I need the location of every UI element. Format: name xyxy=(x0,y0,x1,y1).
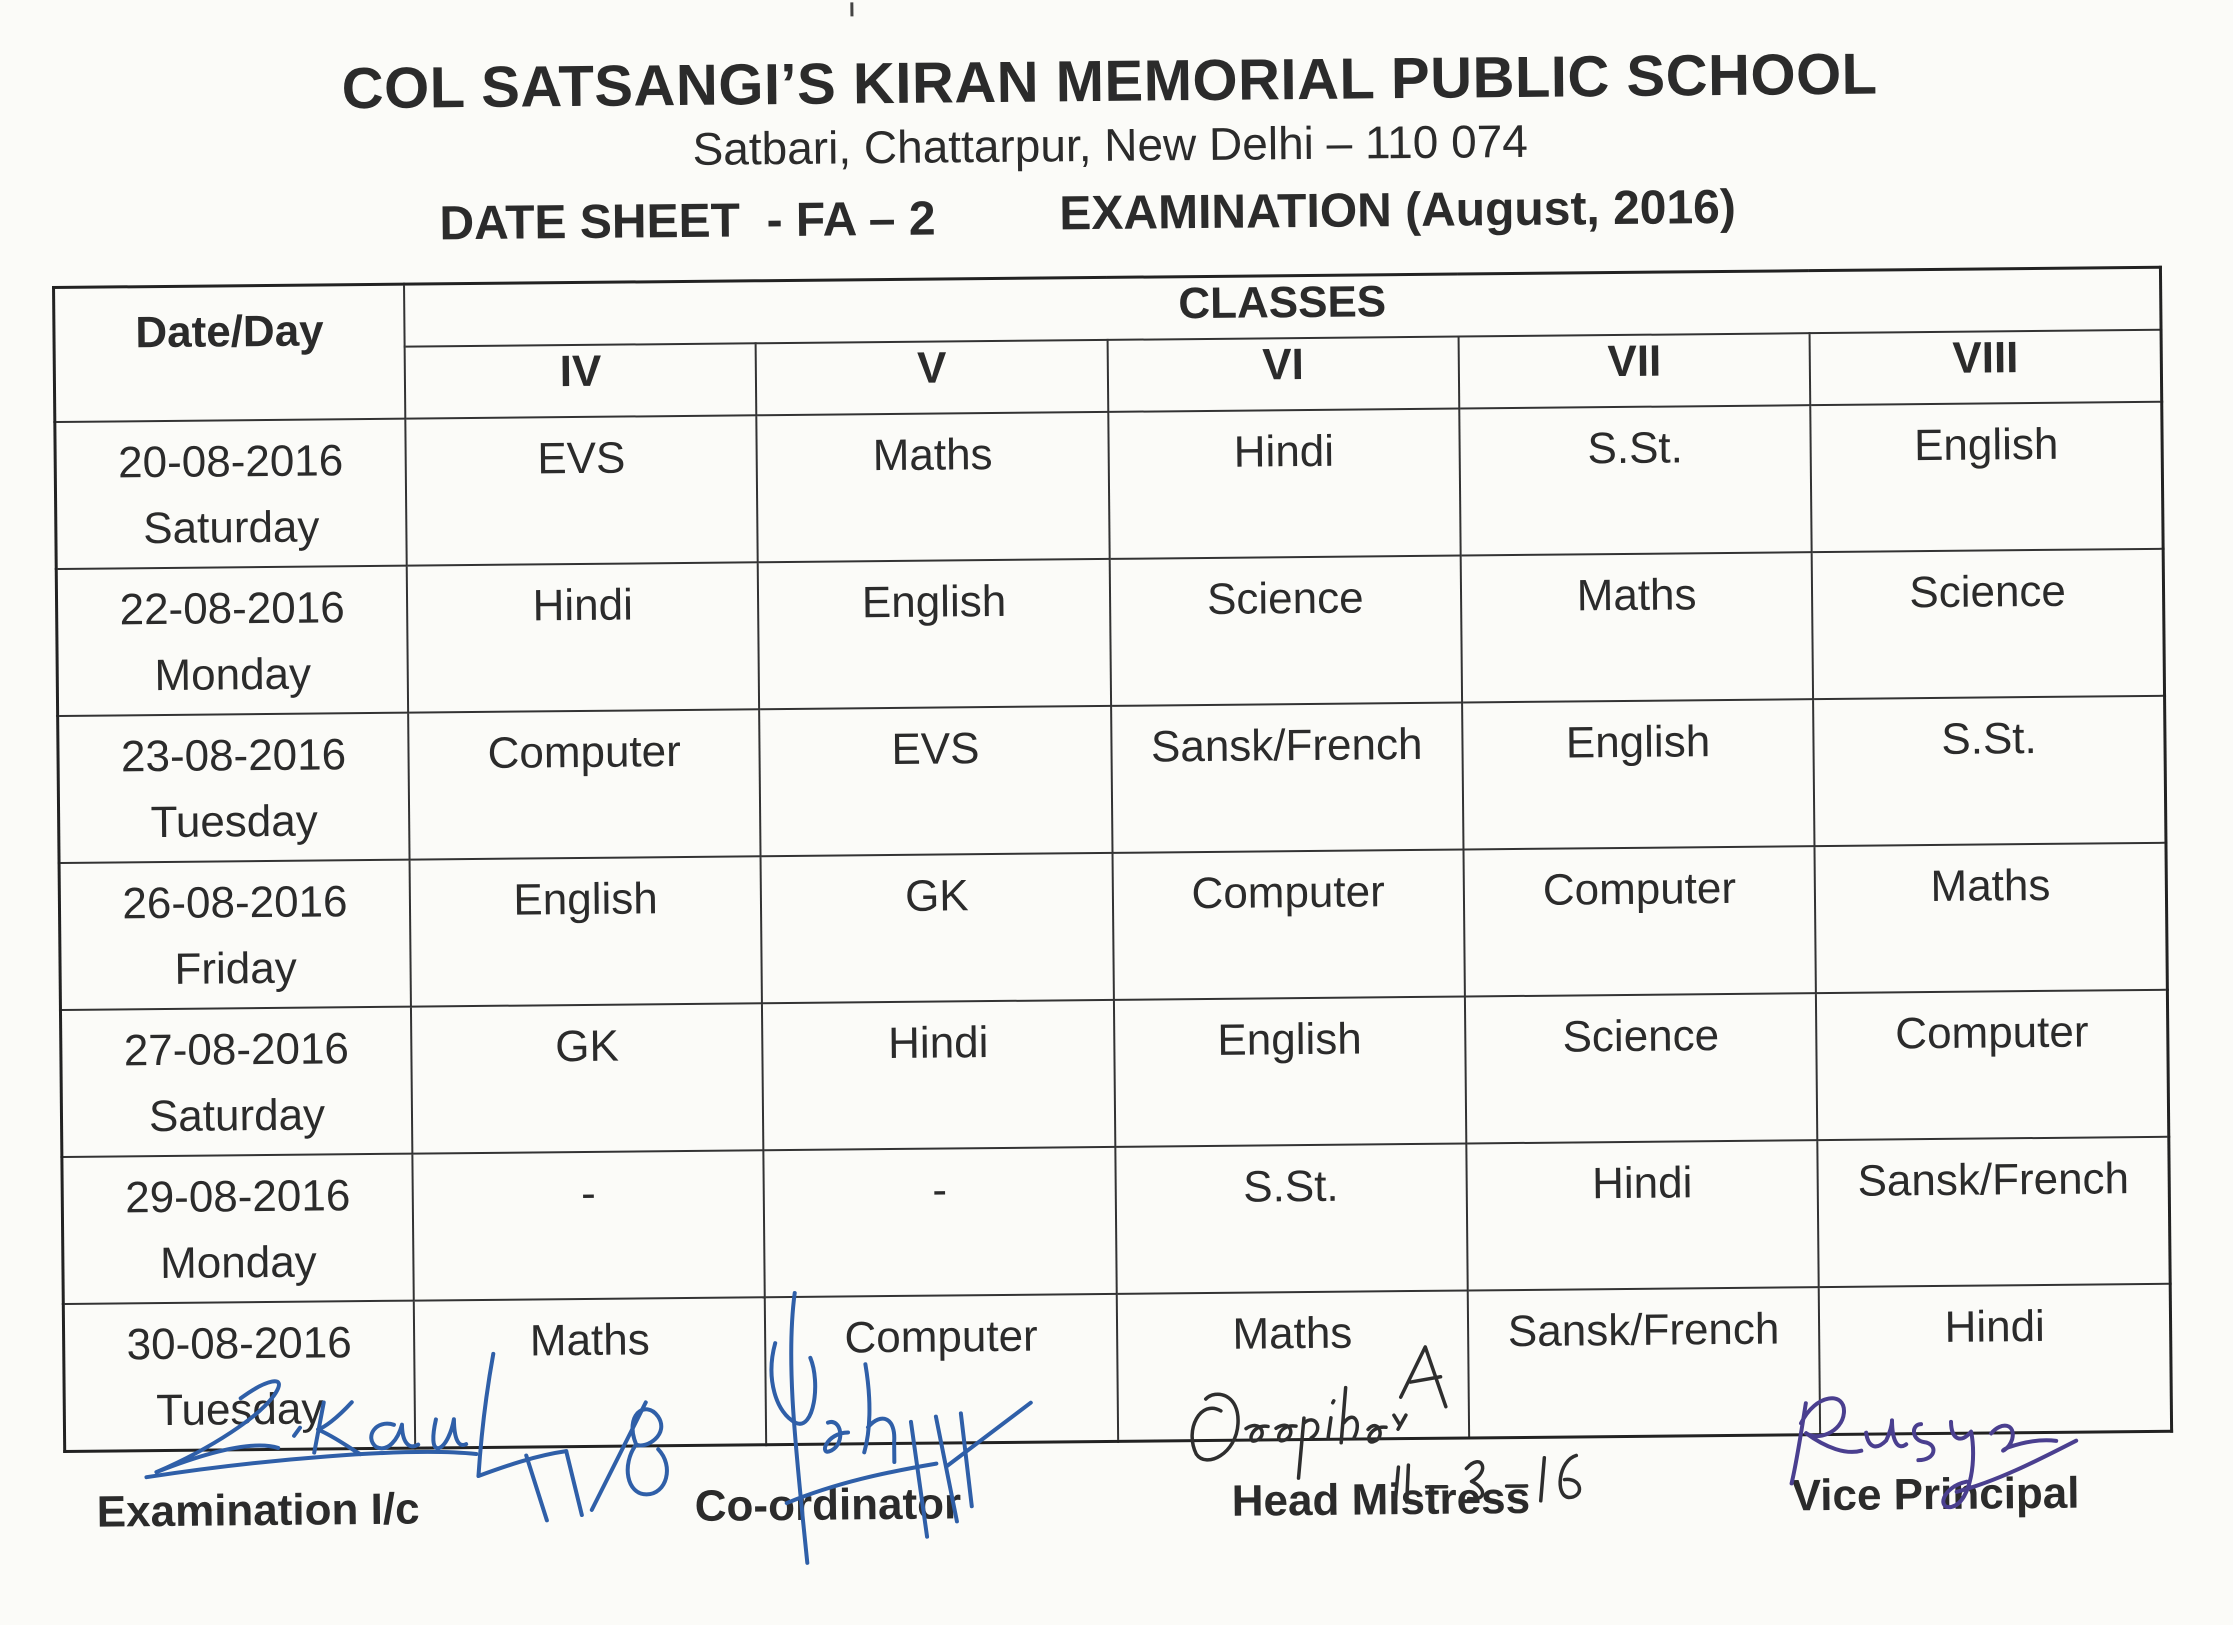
exam-day: Tuesday xyxy=(150,796,318,848)
subject-cell: S.St. xyxy=(1813,696,2166,846)
subject-cell: Science xyxy=(1812,549,2165,699)
exam-day: Monday xyxy=(154,649,312,701)
exam-day: Tuesday xyxy=(156,1384,324,1436)
subject-cell: Hindi xyxy=(1108,409,1461,559)
exam-date: 22-08-2016 xyxy=(119,583,345,635)
examination-ic-signature xyxy=(145,1352,667,1524)
subject-cell: GK xyxy=(411,1003,764,1153)
subject-cell: Hindi xyxy=(407,562,760,712)
subject-cell: GK xyxy=(761,853,1114,1003)
exam-date: 29-08-2016 xyxy=(124,1171,351,1223)
vice-principal-label: Vice Principal xyxy=(1791,1468,2080,1521)
subject-cell: Computer xyxy=(1816,990,2169,1140)
subject-cell: English xyxy=(1810,402,2163,552)
head-mistress-signature xyxy=(1191,1345,1579,1509)
subject-cell: Computer xyxy=(408,709,761,859)
subject-cell: Hindi xyxy=(762,1000,1115,1150)
exam-date: 20-08-2016 xyxy=(117,436,344,488)
exam-date: 26-08-2016 xyxy=(122,877,348,929)
exam-day: Saturday xyxy=(143,502,320,554)
classes-header: CLASSES xyxy=(404,267,2161,346)
examination-ic-label: Examination I/c xyxy=(96,1484,420,1537)
subject-cell: Sansk/French xyxy=(1817,1137,2170,1287)
class-header-viii: VIII xyxy=(1810,330,2162,405)
subject-cell: English xyxy=(758,559,1111,709)
subject-cell: Maths xyxy=(1116,1290,1469,1441)
coordinator-signature xyxy=(771,1291,1033,1563)
exam-day: Friday xyxy=(174,943,297,994)
exam-day: Saturday xyxy=(148,1090,326,1142)
coordinator-label: Co-ordinator xyxy=(694,1479,962,1531)
subject-cell: - xyxy=(764,1147,1117,1297)
subject-cell: Maths xyxy=(414,1297,767,1448)
school-name: COL SATSANGI’S KIRAN MEMORIAL PUBLIC SCHOOL xyxy=(341,41,1878,122)
subject-cell: Computer xyxy=(1463,846,1816,996)
subject-cell: English xyxy=(410,856,763,1006)
subject-cell: EVS xyxy=(405,415,758,565)
exam-label: EXAMINATION (August, 2016) xyxy=(1059,180,1737,241)
subject-cell: Computer xyxy=(1112,850,1465,1000)
sheet-label: DATE SHEET - FA – 2 xyxy=(439,192,936,251)
subject-cell: S.St. xyxy=(1115,1144,1468,1294)
class-header-vi: VI xyxy=(1107,337,1459,412)
subject-cell: Computer xyxy=(765,1294,1118,1445)
subject-cell: Maths xyxy=(1815,843,2168,993)
subject-cell: Sansk/French xyxy=(1111,703,1464,853)
exam-date: 27-08-2016 xyxy=(123,1024,350,1076)
class-header-v: V xyxy=(756,340,1108,415)
exam-date: 30-08-2016 xyxy=(126,1318,352,1370)
subject-cell: - xyxy=(412,1150,765,1300)
vice-principal-signature xyxy=(1791,1396,2077,1509)
subject-cell: EVS xyxy=(759,706,1112,856)
subject-cell: Hindi xyxy=(1819,1284,2172,1435)
head-mistress-label: Head Mistress xyxy=(1231,1473,1531,1526)
class-header-vii: VII xyxy=(1458,333,1810,408)
date-day-header: Date/Day xyxy=(54,284,406,422)
subject-cell: Maths xyxy=(1461,552,1814,702)
exam-date: 23-08-2016 xyxy=(120,730,347,782)
class-header-iv: IV xyxy=(405,343,757,418)
subject-cell: Science xyxy=(1465,993,1818,1143)
subject-cell: Maths xyxy=(757,412,1110,562)
subject-cell: S.St. xyxy=(1459,405,1812,555)
subject-cell: Hindi xyxy=(1466,1140,1819,1290)
school-address: Satbari, Chattarpur, New Delhi – 110 074 xyxy=(692,114,1529,175)
subject-cell: English xyxy=(1114,997,1467,1147)
subject-cell: English xyxy=(1462,699,1815,849)
subject-cell: Sansk/French xyxy=(1468,1287,1821,1438)
exam-day: Monday xyxy=(159,1237,317,1289)
subject-cell: Science xyxy=(1109,556,1462,706)
